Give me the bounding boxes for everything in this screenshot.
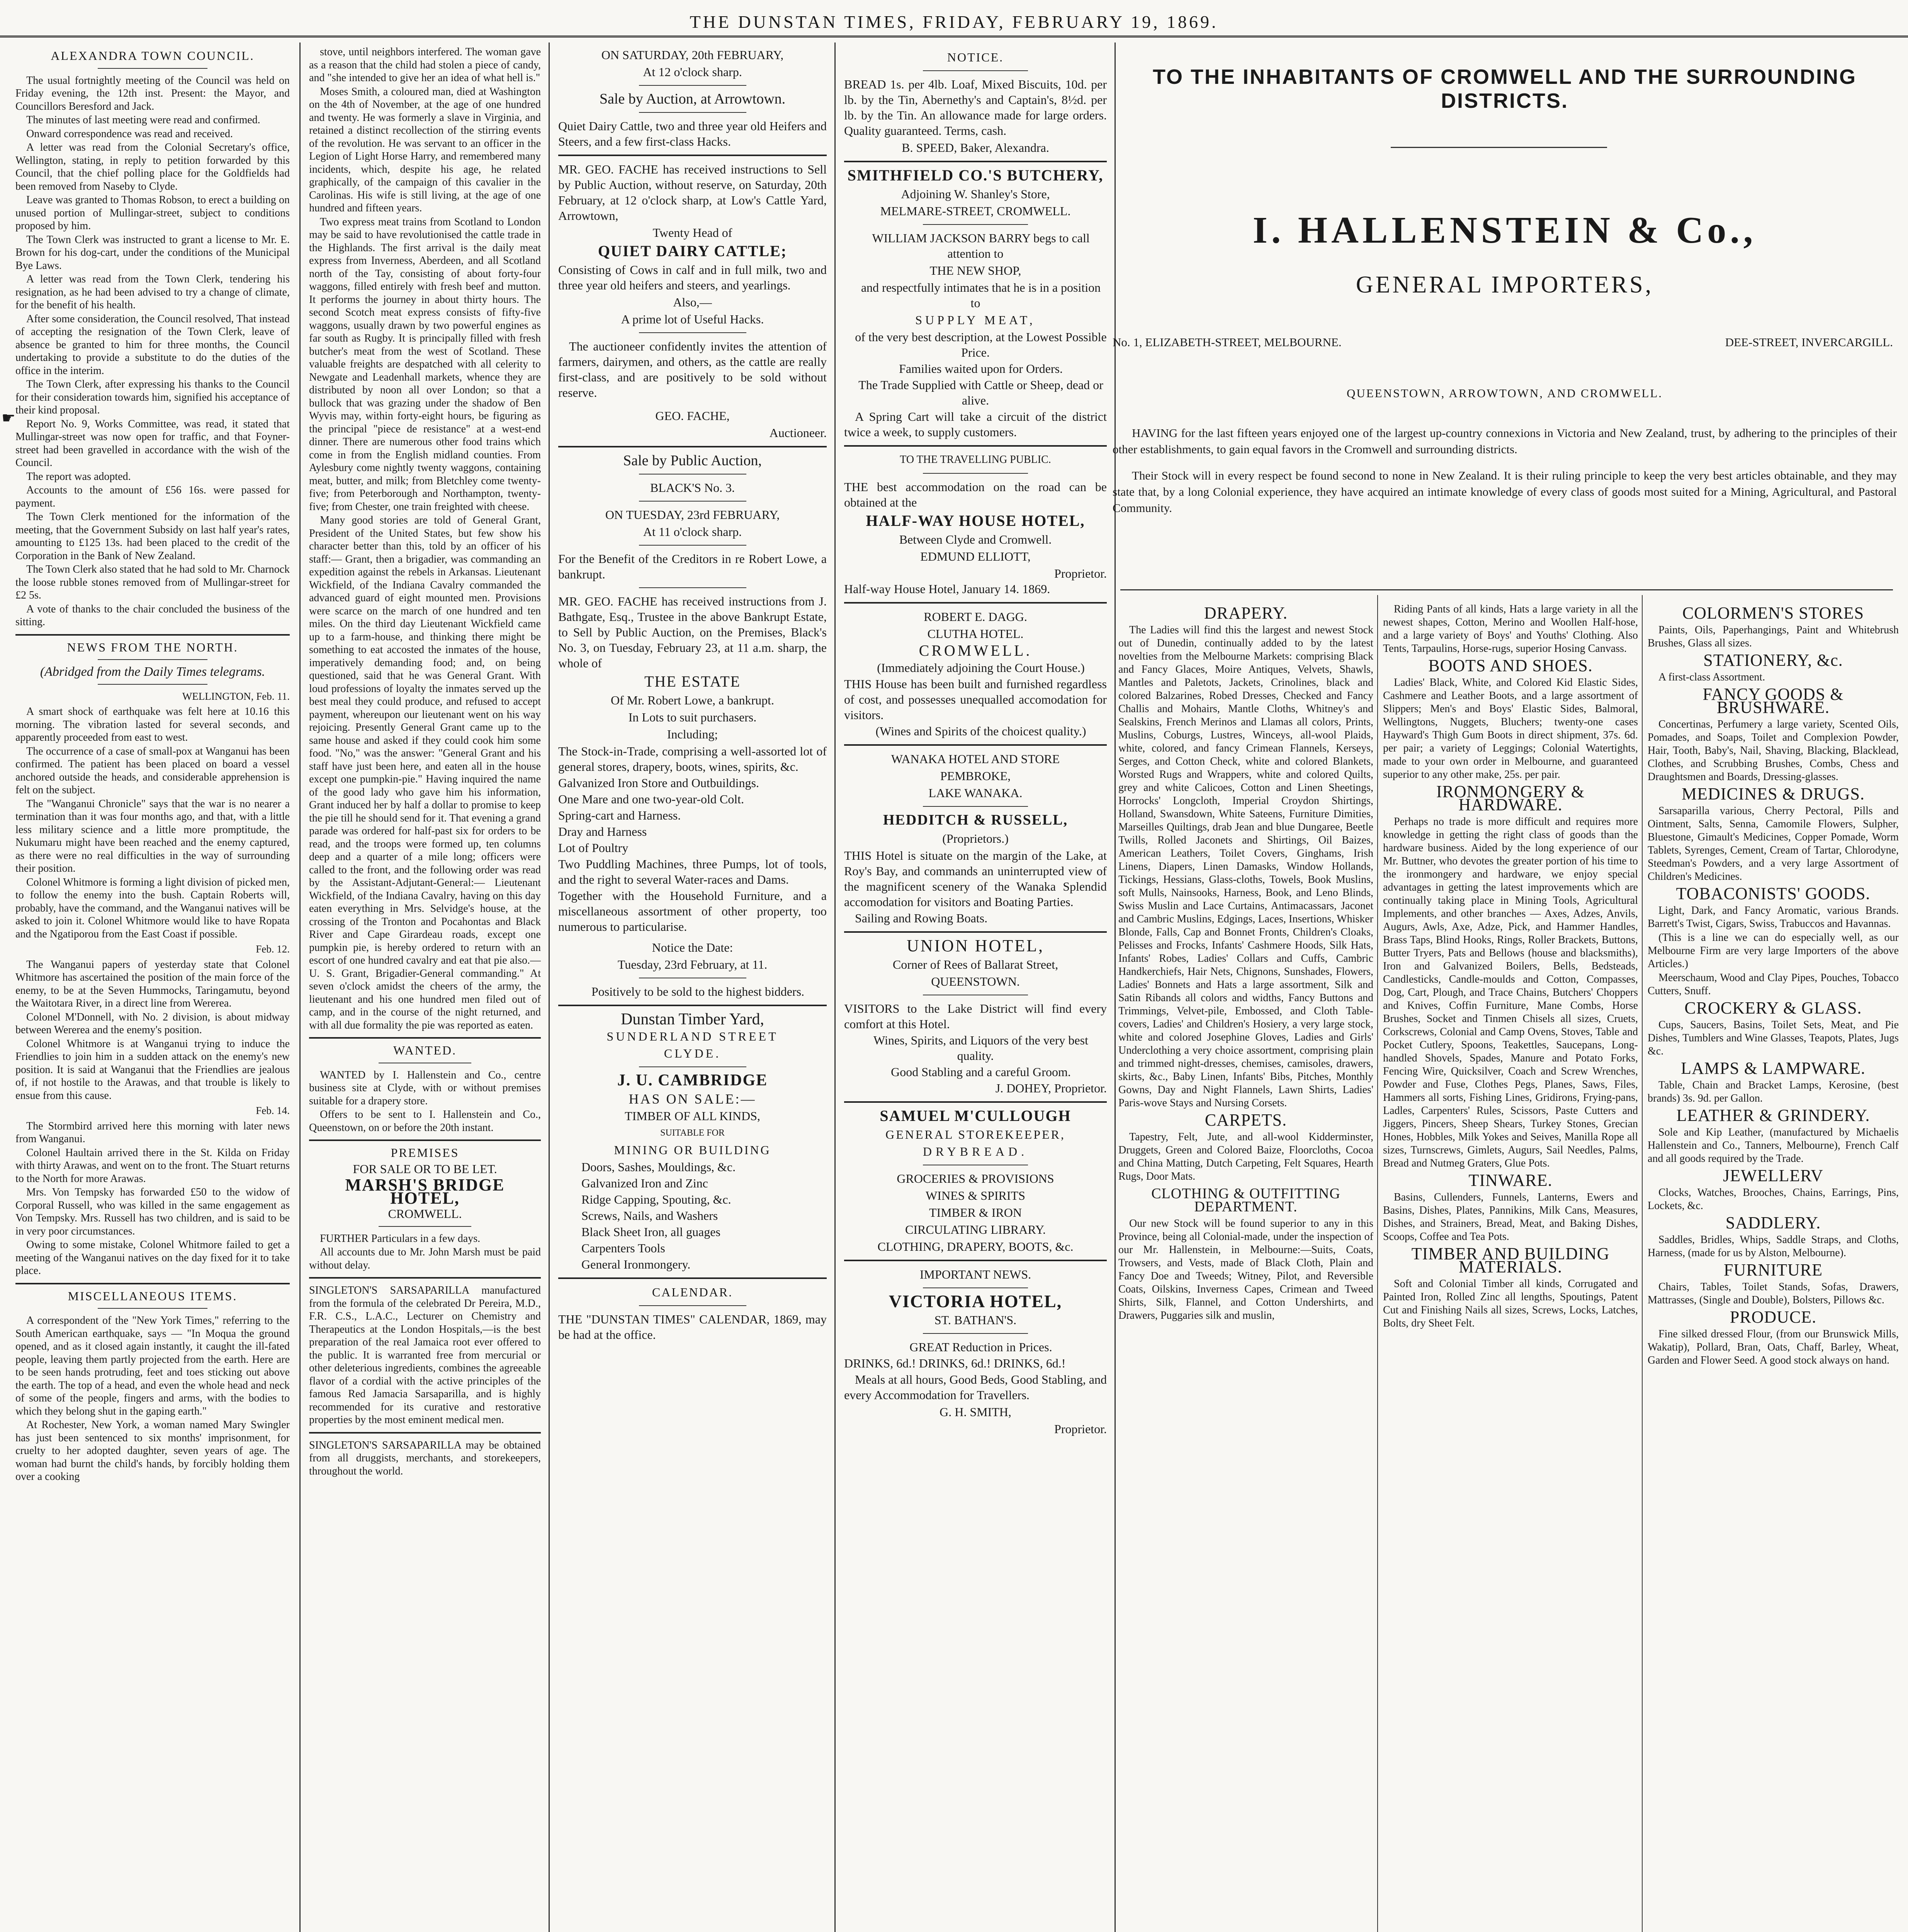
- ironmongery-list: Perhaps no trade is more difficult and requires more knowledge in getting the right class of goods than the hardware business. Aided by the long experience of our Mr. Buttner, who devotes the greater portion of his time to the ironmongery and hardware, we enjoy special advantages in getting the latest improvements which are continually taking place in Mining Tools, Agricultural Implements, and other branches — Axes, Adzes, Anvils, Augurs, Awls, Axe, Adze, Pick, and Hammer Handles, Brass Taps, Blind Hooks, Rings, Roller Brackets, Buttons, Butter Tryers, Pats and Bellows (house and blacksmiths), Iron and Galvanized Boilers, Bells, Bedsteads, Candlesticks, Candle-moulds and Cotton, Compasses, Dog, Cart, Plough, and Trace Chains, Butchers' Choppers and Knives, Coffin Furniture, Mane Combs, Horse Brushes, Socket and Tinmen Chisels all sizes, Cruets, Corkscrews, Colonial and Camp Ovens, Stoves, Table and Pocket Cutlery, Spoons, Teakettles, Saucepans, Long-handled Shovels, Spades, Manure and Potato Forks, Fencing Wire, Quicksilver, Coach and Screw Wrenches, Powder and Fuse, Clothes Pegs, Planes, Saws, Files, Hammers all sorts, Fishing Lines, Gridirons, Frying-pans, Ladles, Carpenters' Rules, Scissors, Paste Cutters and Jiggers, Pincers, Sheep Shears, Turkey Stones, Grecian Hones, Hobbles, Milk Yokes and Seives, Manilla Rope all sizes, Turnscrews, Gimlets, Augurs, Sail Needles, Palms, Bread and Nutmeg Graters, Glue Pots.: [1383, 816, 1638, 1169]
- council-paragraph: A letter was read from the Colonial Secretary's office, Wellington, stating, in reply to petition forwarded by this Council, that the chief polling place for the Goldfields had been removed from Naseby to Clyde.: [15, 141, 290, 192]
- fancy-goods-heading: FANCY GOODS & BRUSHWARE.: [1702, 685, 1844, 717]
- victoria-proprietor: Proprietor.: [1054, 1422, 1107, 1436]
- also: Also,—: [673, 295, 712, 309]
- mining-building: MINING OR BUILDING: [614, 1143, 771, 1157]
- timber-list: Soft and Colonial Timber all kinds, Corrugated and Painted Iron, Rolled Zinc all lengths, Spoutings, Patent Cut and Finishing Nails all sizes, Screws, Locks, Latches, Bolts, dry Sheet Felt.: [1383, 1278, 1638, 1329]
- news-paragraph: The occurrence of a case of small-pox at Wanganui has been confirmed. The patient has been placed on board a vessel anchored outside the heads, and considerable apprehension is felt on the subject.: [15, 745, 290, 796]
- column-rule: [1642, 595, 1643, 1932]
- fache-notice: MR. GEO. FACHE has received instructions to Sell by Public Auction, without reserve, on Saturday, 20th February, at 12 o'clock sharp, at Low's Cattle Yard, Arrowtown,: [558, 162, 827, 223]
- sale-date: ON SATURDAY, 20th FEBRUARY,: [601, 48, 784, 62]
- intro-paragraph: Their Stock will in every respect be found second to none in New Zealand. It is their ruling principle to keep the very best articles obtainable, and they may state that, by a long Colonial experience, they have acquired an intimate knowledge of every class of goods most suited for a Mining, Agricultural, and Pastoral Community.: [1113, 469, 1897, 515]
- timber-item: Carpenters Tools: [581, 1241, 665, 1255]
- drybread: DRYBREAD.: [923, 1145, 1028, 1158]
- halfway-proprietor: Proprietor.: [1054, 566, 1107, 580]
- spring-cart: A Spring Cart will take a circuit of the district twice a week, to supply customers.: [844, 410, 1107, 439]
- estate-item: Spring-cart and Harness.: [558, 808, 681, 822]
- council-paragraph: Accounts to the amount of £56 16s. were passed for payment.: [15, 484, 290, 509]
- hallenstein-name: I. HALLENSTEIN & Co.,: [1252, 209, 1757, 251]
- timber-item: Galvanized Iron and Zinc: [581, 1176, 708, 1190]
- hallenstein-banner: TO THE INHABITANTS OF CROMWELL AND THE SURROUNDING DISTRICTS.: [1153, 65, 1857, 112]
- misc-paragraph: stove, until neighbors interfered. The woman gave as a reason that the child had stolen a piece of candy, and "she intended to give her an idea of what hell is.": [309, 46, 541, 84]
- council-paragraph: The Town Clerk also stated that he had sold to Mr. Charnock the loose rubble stones removed from of Mullingar-street for £2 5s.: [15, 563, 290, 601]
- tobacco-heading: TOBACONISTS' GOODS.: [1676, 884, 1871, 903]
- victoria-hotel: VICTORIA HOTEL,: [889, 1291, 1062, 1311]
- cattle-description: Consisting of Cows in calf and in full milk, two and three year old heifers and steers, and yearlings.: [558, 263, 827, 292]
- produce-list: Fine silked dressed Flour, (from our Brunswick Mills, Wakatip), Pollard, Bran, Oats, Chaff, Barley, Wheat, Garden and Flower Seed. A good stock always on hand.: [1648, 1328, 1899, 1366]
- halfway-proprietor-name: EDMUND ELLIOTT,: [920, 549, 1031, 563]
- victoria-proprietor-name: G. H. SMITH,: [940, 1405, 1011, 1419]
- masthead: THE DUNSTAN TIMES, FRIDAY, FEBRUARY 19, 1869.: [690, 12, 1218, 32]
- north-heading: NEWS FROM THE NORTH.: [67, 640, 238, 654]
- council-paragraph: The Town Clerk, after expressing his thanks to the Council for their consideration towards him, signified his acceptance of their kind proposal.: [15, 378, 290, 416]
- council-paragraph: The report was adopted.: [26, 470, 131, 483]
- fache-notice-2: MR. GEO. FACHE has received instructions from J. Bathgate, Esq., Trustee in the above Bankrupt Estate, to Sell by Public Auction, on the Premises, Black's No. 3, on Tuesday, February 23, at 11 a.m. sharp, the whole of: [558, 594, 827, 670]
- ornament-rule: [1391, 147, 1607, 148]
- calendar-heading: CALENDAR.: [652, 1285, 733, 1299]
- timber-town: CLYDE.: [664, 1046, 721, 1060]
- estate-heading: THE ESTATE: [644, 673, 741, 690]
- column-3: [558, 46, 827, 1932]
- timber-items: [558, 1159, 827, 1272]
- north-news: [15, 1120, 290, 1277]
- leather-list: Sole and Kip Leather, (manufactured by Michaelis Hallenstein and Co., Tanners, Melbourne), French Calf and all goods required by the Trade.: [1648, 1126, 1899, 1165]
- council-paragraph: After some consideration, the Council resolved, That instead of accepting the resignation of the Town Clerk, leave of absence be granted to him for three months, the Council undertaking to provide a substitute to do the duties of the office in the interim.: [15, 313, 290, 377]
- union-hotel: UNION HOTEL,: [907, 936, 1044, 955]
- dateline: Feb. 12.: [256, 943, 290, 955]
- including: Including;: [667, 727, 718, 741]
- medicines-list: Sarsaparilla various, Cherry Pectoral, Pills and Ointment, Salts, Senna, Camomile Flowers, Sulpher, Bluestone, Gimault's Medicines, Copper Pomade, Worm Tablets, Syrenges, Cement, Cream of Tartar, Chlorodyne, Steedman's Powders, and a very large Assortment of Children's Medicines.: [1648, 805, 1899, 883]
- pembroke: PEMBROKE,: [940, 769, 1011, 783]
- lamps-list: Table, Chain and Bracket Lamps, Kerosine, (best brands) 3s. 9d. per Gallon.: [1648, 1079, 1899, 1104]
- union-corner: Corner of Rees of Ballarat Street,: [892, 957, 1058, 971]
- timber-item: Screws, Nails, and Washers: [581, 1209, 718, 1223]
- marsh-paragraph: FURTHER Particulars in a few days.: [320, 1232, 481, 1245]
- council-report: [15, 74, 290, 629]
- timber-item: Ridge Capping, Spouting, &c.: [581, 1192, 731, 1206]
- carpets-list: Tapestry, Felt, Jute, and all-wool Kidderminster, Druggets, Green and Colored Baize, Floorcloths, Cocoa and China Matting, Dutch Carpeting, Felt Squares, Hearth Rugs, Door Mats.: [1118, 1131, 1373, 1182]
- council-paragraph: The usual fortnightly meeting of the Council was held on Friday evening, the 12th inst. Present: the Mayor, and Councillors Beresford and Jack.: [15, 74, 290, 112]
- misc-paragraph: A correspondent of the "New York Times," referring to the South American earthquake, says — "In Moqua the ground opened, and as it closed again instantly, it caught the ill-fated people, leaving them partly projected from the earth. Here are to be seen hands protruding, feet and toes sticking out above the earth. The top of a head, and even the whole head and neck of some of the people, fingers and arms, with the bodies to which they belong shut in the gaping earth.": [15, 1315, 290, 1417]
- council-paragraph: A letter was read from the Town Clerk, tendering his resignation, as he had been advised to try a change of climate, for the benefit of his health.: [15, 273, 290, 311]
- dateline: Feb. 14.: [256, 1105, 290, 1116]
- travel-notice: THE best accommodation on the road can be obtained at the: [844, 480, 1107, 509]
- wanaka-heading: WANAKA HOTEL AND STORE: [891, 752, 1060, 766]
- saddlery-list: Saddles, Bridles, Whips, Saddle Straps, and Cloths, Harness, (made for us by Alston, Melbourne).: [1648, 1234, 1899, 1259]
- column-2: [309, 46, 541, 1932]
- news-paragraph: Colonel M'Donnell, with No. 2 division, is about midway between Wererea and the enemy's position.: [15, 1011, 290, 1036]
- suitable-for: SUITABLE FOR: [660, 1128, 725, 1138]
- auctioneer-invite: The auctioneer confidently invites the attention of farmers, dairymen, and others, as the cattle are really first-class, and are positively to be sold without reserve.: [558, 339, 827, 400]
- clothing: CLOTHING, DRAPERY, BOOTS, &c.: [877, 1240, 1074, 1253]
- hallenstein-column-2: [1383, 603, 1638, 1932]
- groceries: GROCERIES & PROVISIONS: [897, 1172, 1054, 1185]
- column-rule: [1377, 595, 1378, 1932]
- meals: Meals at all hours, Good Beds, Good Stabling, and every Accommodation for Travellers.: [844, 1372, 1107, 1402]
- st-bathans: ST. BATHAN'S.: [934, 1313, 1017, 1327]
- auctioneer-name: GEO. FACHE,: [655, 409, 730, 423]
- timber-item: Black Sheet Iron, all guages: [581, 1225, 720, 1239]
- timber-iron: TIMBER & IRON: [929, 1206, 1022, 1219]
- travelling-heading: TO THE TRAVELLING PUBLIC.: [900, 454, 1051, 466]
- trade: The Trade Supplied with Cattle or Sheep, dead or alive.: [858, 378, 1103, 407]
- marsh-hotel-advert: [309, 1232, 541, 1272]
- masthead-rule: [0, 36, 1908, 37]
- smithfield-street: MELMARE-STREET, CROMWELL.: [880, 204, 1071, 218]
- union-queenstown: QUEENSTOWN.: [931, 975, 1020, 988]
- colormen-list: Paints, Oils, Paperhangings, Paint and Whitebrush Brushes, Glass all sizes.: [1648, 624, 1899, 649]
- sarsaparilla-advert: SINGLETON'S SARSAPARILLA manufactured from the formula of the celebrated Dr Pereira, M.D., F.R. C.S., L.A.C., Lecturer on Chemistry and Therapeutics at the London Hospitals,—is the best preparation of the real Jamaica root ever offered to the public. It is warranted free from mercurial or other deleterious ingredients, combines the agreeable flavor of a cordial with the active principles of the famous Red Jamacia Sarsaparilla, and is highly recommended for its curative and restorative properties by the most eminent medical men.: [309, 1284, 541, 1426]
- misc-items-continued: [309, 46, 541, 1032]
- ironmongery-heading: IRONMONGERY & HARDWARE.: [1436, 782, 1585, 814]
- drapery-heading: DRAPERY.: [1204, 604, 1288, 622]
- marsh-paragraph: All accounts due to Mr. John Marsh must be paid without delay.: [309, 1246, 541, 1271]
- north-news: [15, 958, 290, 1102]
- wanted-heading: WANTED.: [393, 1043, 457, 1057]
- timber-heading: TIMBER AND BUILDING MATERIALS.: [1411, 1244, 1610, 1276]
- quiet-dairy-cattle: QUIET DAIRY CATTLE;: [598, 242, 787, 260]
- estate-item: Lot of Poultry: [558, 841, 629, 855]
- colormen-heading: COLORMEN'S STORES: [1682, 604, 1864, 622]
- marsh-hotel-town: CROMWELL.: [388, 1207, 462, 1221]
- notice-heading: NOTICE.: [947, 50, 1004, 64]
- halfway-date: Half-way House Hotel, January 14. 1869.: [844, 582, 1050, 596]
- tinware-heading: TINWARE.: [1468, 1171, 1553, 1190]
- twenty-head: Twenty Head of: [652, 226, 732, 240]
- tobacco-pipes: Meerschaum, Wood and Clay Pipes, Pouches, Tobacco Cutters, Snuff.: [1648, 972, 1899, 997]
- estate-item: Dray and Harness: [558, 825, 647, 838]
- halfway-between: Between Clyde and Cromwell.: [899, 532, 1052, 546]
- news-paragraph: Colonel Whitmore is forming a light division of picked men, to follow the enemy into the bush. Captain Roberts will, probably, have the command, and the Wanganui natives will be asked to join it. Colonel Whitmore would like to have Ropata and the Ngatiporou from the East Coast if possible.: [15, 876, 290, 940]
- council-paragraph: Onward correspondence was read and received.: [26, 128, 233, 140]
- north-news: [15, 705, 290, 940]
- column-1: [15, 46, 290, 1932]
- estate-item: Two Puddling Machines, three Pumps, lot of tools, and the right to several Water-races and Dams.: [558, 857, 827, 886]
- union-stabling: Good Stabling and a careful Groom.: [891, 1065, 1071, 1079]
- estate-item: One Mare and one two-year-old Colt.: [558, 792, 744, 806]
- sailing: Sailing and Rowing Boats.: [855, 911, 988, 925]
- jewellery-list: Clocks, Watches, Brooches, Chains, Earrings, Pins, Lockets, &c.: [1648, 1187, 1899, 1212]
- cambridge-name: J. U. CAMBRIDGE: [617, 1071, 768, 1089]
- smithfield-heading: SMITHFIELD CO.'S BUTCHERY,: [847, 167, 1104, 184]
- clothing-list: Our new Stock will be found superior to any in this Province, being all Colonial-made, under the inspection of our Mr. Hallenstein, in Melbourne:—Suits, Coats, Trowsers, and Vests, made of Black Cloth, Plain and Fancy Doe and Tweeds; Witney, Pilot, and Reversible Coats, Oilskins, Inverness Capes, Crimean and Tweed Shirts, Silk, Flannel, and Cotton Undershirts, and Drawers, Puggaries silk and muslin,: [1118, 1218, 1373, 1321]
- furniture-heading: FURNITURE: [1724, 1260, 1823, 1279]
- hallenstein-column-3: [1648, 603, 1899, 1932]
- notice-date: Tuesday, 23rd February, at 11.: [617, 957, 768, 971]
- sale2-heading: Sale by Public Auction,: [623, 452, 762, 469]
- mccullough: SAMUEL M'CULLOUGH: [880, 1107, 1071, 1124]
- invercargill-address: DEE-STREET, INVERCARGILL.: [1725, 335, 1893, 349]
- dateline: WELLINGTON, Feb. 11.: [182, 690, 290, 702]
- timber-kinds: TIMBER OF ALL KINDS,: [625, 1109, 760, 1123]
- drinks: DRINKS, 6d.! DRINKS, 6d.! DRINKS, 6d.!: [844, 1356, 1066, 1370]
- column-rule: [299, 43, 301, 1932]
- wanted-paragraph: Offers to be sent to I. Hallenstein and Co., Queenstown, on or before the 20th instant.: [309, 1109, 541, 1134]
- section-rule: [1120, 589, 1893, 590]
- hallenstein-subtitle: GENERAL IMPORTERS,: [1356, 272, 1654, 298]
- marsh-hotel-title: MARSH'S BRIDGE HOTEL,: [345, 1175, 505, 1208]
- cromwell: CROMWELL.: [919, 642, 1032, 659]
- important-news: IMPORTANT NEWS.: [919, 1267, 1031, 1281]
- news-paragraph: Colonel Haultain arrived there in the St. Kilda on Friday with thirty Arawas, and went on to the front. The Stuart returns to the North for more Arawas.: [15, 1146, 290, 1185]
- proprietors: (Proprietors.): [942, 832, 1009, 845]
- north-subheading: (Abridged from the Daily Times telegrams.: [40, 665, 265, 679]
- melbourne-address: No. 1, ELIZABETH-STREET, MELBOURNE.: [1113, 335, 1342, 349]
- council-paragraph: The Town Clerk mentioned for the information of the meeting, that the Government Subsidy on last half year's rates, amounting to £125 13s. had been placed to the credit of the Corporation in the Bank of New Zealand.: [15, 511, 290, 562]
- misc-items: [15, 1314, 290, 1483]
- sale2-date: ON TUESDAY, 23rd FEBRUARY,: [605, 508, 780, 522]
- timber-street: SUNDERLAND STREET: [607, 1029, 778, 1043]
- best-description: of the very best description, at the Lowest Possible Price.: [855, 330, 1107, 359]
- council-heading: ALEXANDRA TOWN COUNCIL.: [51, 49, 255, 63]
- tinware-list: Basins, Cullenders, Funnels, Lanterns, Ewers and Basins, Dishes, Plates, Pannikins, Milk Cans, Measures, Dishes, and Strainers, Bread, Meat, and Baking Dishes, Scoops, Coffee and Tea Pots.: [1383, 1191, 1638, 1243]
- union-description: VISITORS to the Lake District will find every comfort at this Hotel.: [844, 1002, 1107, 1031]
- council-paragraph: The Town Clerk was instructed to grant a license to Mr. E. Brown for his dog-cart, under the conditions of the Municipal Bye Laws.: [15, 233, 290, 272]
- hedditch-russell: HEDDITCH & RUSSELL,: [883, 812, 1068, 828]
- union-wines: Wines, Spirits, and Liquors of the very best quality.: [873, 1033, 1088, 1063]
- pointing-hand-icon: ☛: [2, 409, 15, 427]
- clutha-adjoining: (Immediately adjoining the Court House.): [877, 661, 1085, 675]
- crockery-list: Cups, Saucers, Basins, Toilet Sets, Meat, and Pie Dishes, Tumblers and Wine Glasses, Teapots, Plates, Jugs &c.: [1648, 1019, 1899, 1057]
- calendar-notice: THE "DUNSTAN TIMES" CALENDAR, 1869, may be had at the office.: [558, 1312, 827, 1342]
- creditors-benefit: For the Benefit of the Creditors in re Robert Lowe, a bankrupt.: [558, 552, 827, 581]
- blacks: BLACK'S No. 3.: [650, 481, 735, 495]
- council-paragraph: A vote of thanks to the chair concluded the business of the sitting.: [15, 603, 290, 628]
- stationery-list: A first-class Assortment.: [1658, 671, 1765, 683]
- news-paragraph: The Wanganui papers of yesterday state that Colonel Whitmore has ascertained the position of the main force of the enemy, to be at the Seven Hummocks, Taringamutu, beyond the Waitotara River, in a direct line from Wererea.: [15, 958, 290, 1009]
- jewellery-heading: JEWELLERV: [1723, 1166, 1823, 1185]
- general-storekeeper: GENERAL STOREKEEPER,: [885, 1128, 1065, 1141]
- premises-heading: PREMISES: [391, 1146, 459, 1160]
- families: Families waited upon for Orders.: [899, 362, 1063, 376]
- produce-heading: PRODUCE.: [1730, 1308, 1817, 1327]
- furniture-list: Chairs, Tables, Toilet Stands, Sofas, Drawers, Mattrasses, (Single and Double), Bolsters, Pillows &c.: [1648, 1281, 1899, 1306]
- drapery-list: The Ladies will find this the largest and newest Stock out of Dunedin, continually added to by the latest novelties from the Melbourne Markets: comprising Black and Fancy Glaces, Moire Antiques, Velvets, Shawls, Mantles and Paletots, Jackets, Crinolines, black and colored Balzarines, Robed Dresses, Checked and Fancy Challis and Mohairs, Mantle Cloths, Whitney's and Sealskins, French Merinos and Llamas all colors, Prints, Muslins, Coburgs, Lustres, Winceys, all-wool Plaids, white, colored, and fancy Crimean Flannels, Kerseys, Serges, and Cotton Check, white and colored Blankets, Worsted Rugs and Wrappers, white and colored Quilts, grey and white Calicoes, Cotton and Linen Sheetings, Horrocks' Longcloth, Imperial Croydon Shirtings, Holland, Swansdown, White Sateens, Furniture Dimities, Marseilles Quiltings, drab Jean and blue Dungaree, Beetle Twills, Rolled Jaconets and Shirtings, Oil Baizes, American Leathers, Toilet Covers, Ginghams, Irish Linens, Diapers, Linen Damasks, Window Hollands, Tickings, Hessians, Glass-cloths, Towels, Book Muslins, soft Mulls, Nainsooks, Harness, Book, and Leno Blinds, Swiss Muslin and Lace Curtains, Antimacassars, Jaconet and Cambric Muslins, Edgings, Laces, Insertions, Whisker Blonde, Falls, Cap and Bonnet Fronts, Children's Cloaks, Pelisses and Frocks, Infants' Cashmere Hoods, Silk Hats, Infants' Robes, Ladies' Collars and Cuffs, Cambric Handkerchiefs, Hair Nets, Chignons, Sunshades, Flowers, Ladies' Bonnets and Hats a large assortment, Silk and Satin Ribands all colors and widths, Fancy Buttons and Trimmings, Velvet-pile, Embossed, and Cloth Table-covers, Ladies' and Children's Hosiery, a very large stock, white and colored Josephine Gloves, Ladies and Girls' Underclothing a very choice assortment, comprising plain and trimmed night-dresses, chemises, camisoles, drawers, skirts, &c., Baby Linen, Infants' Bibs, Pitches, Monthly Gowns, Day and Night Flannels, Lawn Shirts, Ladies' Paris-wove Stays and Nursing Corsets.: [1118, 624, 1373, 1109]
- misc-paragraph: Two express meat trains from Scotland to London may be said to have revolutionised the cattle trade in the Highlands. The first arrival is the daily meat express from Inverness, Aberdeen, and all Scotland north of the Tay, consisting of about forty-four waggons, filled entirely with fresh beef and mutton. It performs the journey in about thirty hours. The second Scotch meat express consists of fifty-five waggons, usually drawn by two powerful engines as far south as Rugby. It is principally filled with fresh butcher's meat from the west of Scotland. These valuable freights are despatched with all celerity to Newgate and Leadenhall markets, whence they are distributed by noon all over London; so that a bullock that was grazing under the shadow of Ben Wyvis may, within forty-eight hours, be figuring as the principal "piece de resistance" at a west-end dinner. There are numerous other food trains which come in from the English midland counties. From Aylesbury come nightly twenty waggons, containing meat, butter, and milk; from Bletchley come twenty-five; from Peterborough and Northampton, twenty-five; from Chester, one train freighted with cheese.: [309, 216, 541, 513]
- news-paragraph: Colonel Whitmore is at Wanganui trying to induce the Friendlies to join him in a sudden attack on the enemy's new position. It is said at Wanganui that the Friendlies are jealous of, if not hostile to the Arawas, and that trouble is likely to ensue from this cause.: [15, 1037, 290, 1102]
- supply-meat: SUPPLY MEAT,: [915, 313, 1036, 327]
- positively: Positively to be sold to the highest bidders.: [591, 985, 805, 998]
- wanaka-description: THIS Hotel is situate on the margin of the Lake, at Roy's Bay, and commands an uninterrupted view of the magnificent scenery of the Wanaka Splendid accomodation for visitors and Boating Parties.: [844, 849, 1107, 909]
- clutha-description: THIS House has been built and furnished regardless of cost, and possesses unequalled accomodation for visitors.: [844, 677, 1107, 722]
- hacks: A prime lot of Useful Hacks.: [621, 312, 764, 326]
- carpets-heading: CARPETS.: [1205, 1111, 1287, 1129]
- intimates: and respectfully intimates that he is in a position to: [861, 281, 1101, 310]
- library: CIRCULATING LIBRARY.: [905, 1223, 1046, 1236]
- auctioneer-title: Auctioneer.: [769, 426, 827, 440]
- tobacco-list: Light, Dark, and Fancy Aromatic, various Brands. Barrett's Twist, Cigars, Swiss, Trabuccos and Havannas.: [1648, 905, 1899, 930]
- has-on-sale: HAS ON SALE:—: [629, 1091, 756, 1107]
- reduction: GREAT Reduction in Prices.: [909, 1340, 1052, 1354]
- timber-item: General Ironmongery.: [581, 1257, 691, 1271]
- news-paragraph: A smart shock of earthquake was felt here at 10.16 this morning. The vibration lasted for several seconds, and apparently proceeded from east to west.: [15, 706, 290, 743]
- sale2-time: At 11 o'clock sharp.: [643, 525, 742, 539]
- timber-yard-heading: Dunstan Timber Yard,: [620, 1010, 765, 1028]
- new-shop: THE NEW SHOP,: [929, 264, 1021, 277]
- column-rule: [834, 43, 836, 1932]
- intro-paragraph: HAVING for the last fifteen years enjoyed one of the largest up-country connexions in Victoria and New Zealand, trust, by adhering to the principles of their other establishments, to gain equal favors in the Cromwell and surrounding districts.: [1113, 426, 1897, 456]
- tobacco-note: (This is a line we can do especially well, as our Melbourne Firm are very large Importers of the above Articles.): [1648, 932, 1899, 970]
- saddlery-heading: SADDLERY.: [1725, 1213, 1821, 1232]
- news-paragraph: The Stormbird arrived here this morning with later news from Wanganui.: [15, 1120, 290, 1145]
- estate-lots: In Lots to suit purchasers.: [628, 710, 757, 724]
- halfway-hotel: HALF-WAY HOUSE HOTEL,: [866, 512, 1085, 529]
- medicines-heading: MEDICINES & DRUGS.: [1682, 784, 1865, 803]
- estate-item: The Stock-in-Trade, comprising a well-assorted lot of general stores, drapery, boots, wines, spirits, &c.: [558, 744, 827, 774]
- hallenstein-towns: QUEENSTOWN, ARROWTOWN, AND CROMWELL.: [1346, 386, 1663, 400]
- council-paragraph: Report No. 9, Works Committee, was read, it stated that Mullingar-street was now open for traffic, and that Foyner-street had been gravelled in accordance with the wish of the Council.: [15, 418, 290, 469]
- hallenstein-address: [1113, 335, 1897, 349]
- stationery-heading: STATIONERY, &c.: [1703, 651, 1843, 670]
- dagg: ROBERT E. DAGG.: [924, 610, 1027, 624]
- hallenstein-column-1: [1118, 603, 1373, 1932]
- sale-heading: Sale by Auction, at Arrowtown.: [599, 91, 786, 107]
- boots-heading: BOOTS AND SHOES.: [1428, 656, 1593, 675]
- news-paragraph: Mrs. Von Tempsky has forwarded £50 to the widow of Corporal Russell, who was killed in the same engagement as Von Tempsky. Mrs. Russell has two children, and is said to be in very poor circumstances.: [15, 1186, 290, 1237]
- wines-spirits: WINES & SPIRITS: [926, 1189, 1025, 1202]
- hallenstein-intro: [1113, 425, 1897, 526]
- clutha: CLUTHA HOTEL.: [927, 627, 1024, 641]
- column-rule: [1115, 43, 1116, 1932]
- smithfield-adjoining: Adjoining W. Shanley's Store,: [901, 187, 1050, 201]
- misc-paragraph: Moses Smith, a coloured man, died at Washington on the 4th of November, at the age of one hundred and twenty. He was formerly a slave in Virginia, and retained a distinct recollection of the stirring events of the revolution. He was servant to an officer in the Legion of Light Horse Harry, and remembered many incidents, which, despite his age, he related graphically, of the campaign of this cavalier in the Carolinas. His wife is still living, at the age of one hundred and fifteen years.: [309, 85, 541, 214]
- news-paragraph: Owing to some mistake, Colonel Whitmore failed to get a meeting of the Wanganui natives on the day fixed for it to take place.: [15, 1239, 290, 1277]
- union-proprietor: J. DOHEY, Proprietor.: [995, 1081, 1107, 1095]
- crockery-heading: CROCKERY & GLASS.: [1684, 998, 1862, 1017]
- lake-wanaka: LAKE WANAKA.: [928, 786, 1023, 800]
- sarsaparilla-advert-2: SINGLETON'S SARSAPARILLA may be obtained from all druggists, merchants, and storekeepers, throughout the world.: [309, 1439, 541, 1477]
- council-paragraph: The minutes of last meeting were read and confirmed.: [26, 114, 260, 126]
- estate-of: Of Mr. Robert Lowe, a bankrupt.: [610, 693, 774, 707]
- wanted-advert: [309, 1069, 541, 1134]
- fancy-goods-list: Concertinas, Perfumery a large variety, Scented Oils, Pomades, and Soaps, Toilet and Complexion Powder, Hair, Tooth, Baby's, Nail, Shaving, Blacking, Blacklead, Clothes, and Scrubbing Brushes, Combs, Chess and Draughtsmen and Boards, Dressing-glasses.: [1648, 718, 1899, 783]
- clutha-wines: (Wines and Spirits of the choicest quality.): [875, 724, 1086, 738]
- wanted-paragraph: WANTED by I. Hallenstein and Co., centre business site at Clyde, with or without premises suitable for a drapery store.: [309, 1069, 541, 1107]
- riding-list: Riding Pants of all kinds, Hats a large variety in all the newest shapes, Cotton, Merino and Woollen Half-hose, and a large variety of Boys' and Youths' Clothing. Also Tents, Tarpaulins, Horse-rugs, superior Hosing Canvass.: [1383, 603, 1638, 655]
- estate-item: Galvanized Iron Store and Outbuildings.: [558, 776, 759, 790]
- boots-list: Ladies' Black, White, and Colored Kid Elastic Sides, Cashmere and Leather Boots, and a large assortment of Slippers; Men's and Boys' Elastic Sides, Balmoral, Wellingtons, Nuggets, Bluchers; twenty-one cases Hayward's Thigh Gum Boots in direct shipment, 37s. 6d. per pair; a variety of Leggings; Colonial Watertights, made to your own order in Melbourne, and guaranteed superior to any other make, 25s. per pair.: [1383, 677, 1638, 781]
- misc-heading: MISCELLANEOUS ITEMS.: [68, 1289, 238, 1303]
- estate-item: Together with the Household Furniture, and a miscellaneous assortment of other property, too numerous to particularise.: [558, 889, 827, 934]
- baker: B. SPEED, Baker, Alexandra.: [902, 141, 1049, 155]
- column-rule: [549, 43, 550, 1932]
- column-4: [844, 46, 1107, 1932]
- bread-notice: BREAD 1s. per 4lb. Loaf, Mixed Biscuits, 10d. per lb. by the Tin, Abernethy's and Captain's, 8½d. per lb. by the Tin. An allowance made for large orders. Quality guaranteed. Terms, cash.: [844, 77, 1107, 138]
- barry-notice: WILLIAM JACKSON BARRY begs to call attention to: [872, 231, 1090, 260]
- lamps-heading: LAMPS & LAMPWARE.: [1681, 1059, 1866, 1078]
- notice-date-label: Notice the Date:: [652, 940, 733, 954]
- sale-time: At 12 o'clock sharp.: [643, 65, 742, 79]
- estate-items: [558, 743, 827, 934]
- misc-paragraph: Many good stories are told of General Grant, President of the United States, but few show his character better than this, told by an officer of his staff:— Grant, then a brigadier, was commanding an expedition against the rebels in Arkansas. Lieutenant Wickfield, of the Indiana Cavalry commanded the advanced guard of eight mounted men. Provisions were scarce on the march of one hundred and ten miles. On the third day Lieutenant Wickfield came up to a farm-house, and thinking there might be something to eat accosted the inmates of the house, imperatively demanding food; and, on being questioned, said that he was General Grant. With loud professions of loyalty the inmates served up the best meal they could produce, and refused to accept payment, whereupon our lieutenant went on his way rejoicing. Presently General Grant came up to the same house and asked if they could cook him some food. "No," was the answer: "General Grant and his staff have just been here, and eaten all in the house except one pumpkin-pie." Having inquired the name of the good lady who gave him his information, Grant induced her by half a dollar to promise to keep the pie till he should send for it. That evening a grand parade was ordered for half-past six for orders to be read, and the troops were formed up, ten columns deep and a quarter of a mile long; officers were called to the front, and the following order was read by the Assistant-Adjutant-General:— Lieutenant Wickfield, of the Indiana Cavalry, having on this day eaten everything in Mrs. Selvidge's house, at the crossing of the Tronton and Pocahontas and Black River and Cape Girardeau roads, except one pumpkin pie, is hereby ordered to return with an escort of one hundred cavalry and eat that pie also.— U. S. Grant, Brigadier-General commanding." At seven o'clock amidst the cheers of the army, the lieutenant and his one hundred men filed out of camp, and in the course of the night returned, and with all due formality the pie was reported as eaten.: [309, 514, 541, 1031]
- clothing-heading: CLOTHING & OUTFITTING DEPARTMENT.: [1151, 1185, 1341, 1215]
- sale-description: Quiet Dairy Cattle, two and three year old Heifers and Steers, and a few first-class Hacks.: [558, 119, 827, 148]
- premises-subheading: FOR SALE OR TO BE LET.: [353, 1162, 497, 1176]
- leather-heading: LEATHER & GRINDERY.: [1676, 1106, 1870, 1125]
- news-paragraph: The "Wanganui Chronicle" says that the war is no nearer a termination than it was four months ago, and that, with a little less military science and a little more promptitude, the Nukumaru might have been reached and the enemy captured, as there were no real difficulties in the way of surrounding their position.: [15, 798, 290, 874]
- council-paragraph: Leave was granted to Thomas Robson, to erect a building on unused portion of Mullingar-street, subject to conditions proposed by him.: [15, 194, 290, 232]
- misc-paragraph: At Rochester, New York, a woman named Mary Swingler has just been sentenced to six months' imprisonment, for cruelty to her adopted daughter, seven years of age. The woman had burnt the child's hands, by forcibly holding them over a cooking: [15, 1419, 290, 1483]
- timber-item: Doors, Sashes, Mouldings, &c.: [581, 1160, 736, 1174]
